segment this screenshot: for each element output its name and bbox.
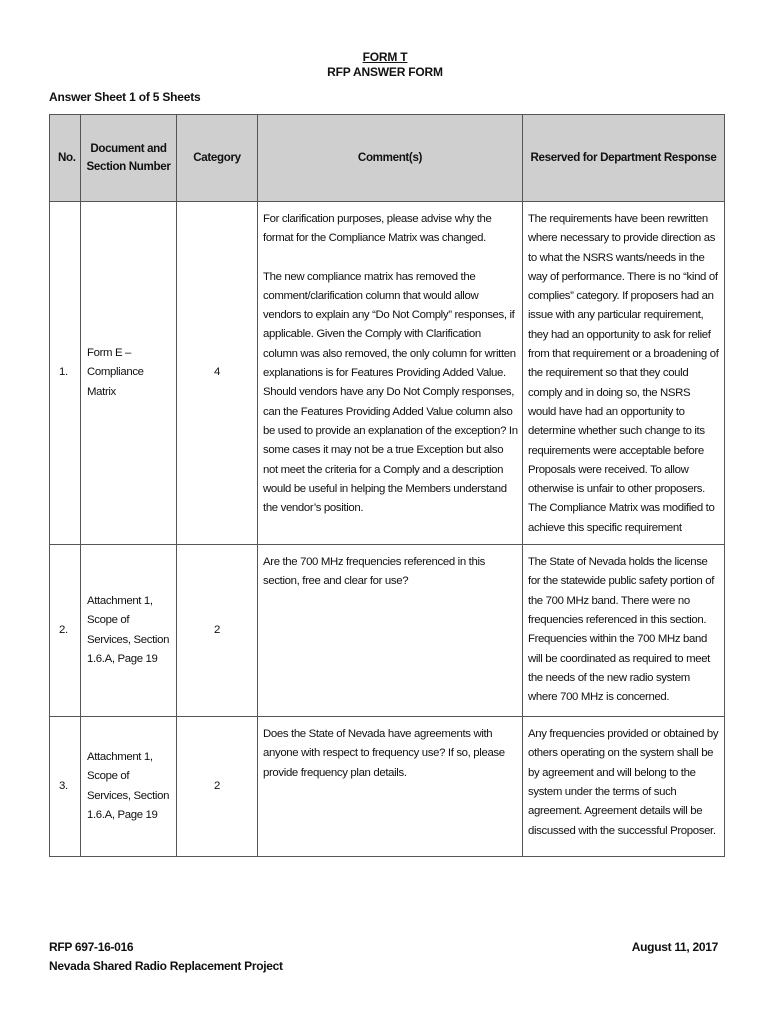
table-row: [50, 202, 725, 545]
table-row: [50, 545, 725, 717]
row-number: 2.: [50, 545, 81, 717]
row-response: Any frequencies provided or obtained by others operating on the system shall be by agreement and will belong to the system under the terms of such agreement. Agreement details will be discussed with the successful Proposer.: [523, 717, 725, 857]
footer-date: August 11, 2017: [631, 940, 718, 954]
row-response: The requirements have been rewritten where necessary to provide direction as to what the NSRS wants/needs in the way of performance. There is no “kind of complies” category. If proposers had an issue with any particular requirement, they had an opportunity to ask for relief from that requirement or a broadening of the requirement so that they could comply and in doing so, the NSRS would have had an opportunity to determine whether such change to its requirements were acceptable before Proposals were received. To allow otherwise is unfair to other proposers. The Compliance Matrix was modified to achieve this specific requirement: [523, 202, 725, 545]
comment-paragraph: Does the State of Nevada have agreements with anyone with respect to frequency use? If so, please provide frequency plan details.: [263, 728, 505, 779]
column-header-comments: Comment(s): [258, 115, 523, 202]
row-category: 2: [177, 545, 258, 717]
table-header-row: [50, 115, 725, 202]
comment-paragraph: Are the 700 MHz frequencies referenced in this section, free and clear for use?: [263, 556, 485, 588]
row-number: 3.: [50, 717, 81, 857]
form-heading: [0, 50, 770, 80]
row-document-section: Attachment 1, Scope of Services, Section 1.6.A, Page 19: [81, 717, 177, 857]
column-header-document: Document and Section Number: [81, 115, 177, 202]
footer-rfp-number: RFP 697-16-016: [49, 940, 134, 954]
row-comment: [258, 545, 523, 717]
table-row: [50, 717, 725, 857]
row-response: The State of Nevada holds the license for the statewide public safety portion of the 700 MHz band. There were no frequencies referenced in this section. Frequencies within the 700 MHz band will be coordinated as required to meet the needs of the new radio system where 700 MHz is concerned.: [523, 545, 725, 717]
row-document-section: Attachment 1, Scope of Services, Section 1.6.A, Page 19: [81, 545, 177, 717]
rfp-answer-table: [49, 114, 725, 857]
form-label: FORM T: [362, 50, 408, 64]
column-header-response: Reserved for Department Response: [523, 115, 725, 202]
comment-paragraph: For clarification purposes, please advise why the format for the Compliance Matrix was changed.: [263, 213, 492, 245]
row-comment: [258, 717, 523, 857]
column-header-no: No.: [50, 115, 81, 202]
footer-left: [49, 938, 283, 976]
row-category: 2: [177, 717, 258, 857]
row-category: 4: [177, 202, 258, 545]
answer-sheet-label: Answer Sheet 1 of 5 Sheets: [49, 90, 201, 104]
row-comment: [258, 202, 523, 545]
column-header-category: Category: [177, 115, 258, 202]
footer-project-name: Nevada Shared Radio Replacement Project: [49, 959, 283, 973]
row-document-section: Form E – Compliance Matrix: [81, 202, 177, 545]
comment-paragraph: The new compliance matrix has removed the comment/clarification column that would allow vendors to explain any “Do Not Comply” responses, if applicable. Given the Comply with Clarification column was also removed, the only column for written explanations is for Features Providing Added Value. Should vendors have any Do Not Comply responses, can the Features Providing Added Value column also be used to provide an explanation of the exception? In some cases it may not be a true Exception but also not meet the criteria for a Comply and a description would be useful in helping the Members understand the vendor’s position.: [263, 270, 518, 515]
row-number: 1.: [50, 202, 81, 545]
form-title: RFP ANSWER FORM: [327, 65, 443, 79]
